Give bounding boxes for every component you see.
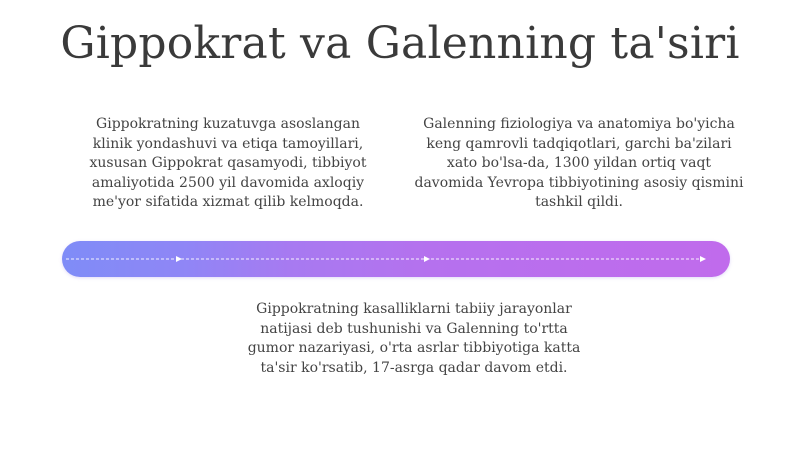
timeline-arrows [62, 241, 730, 277]
slide-title: Gippokrat va Galenning ta'siri [60, 18, 740, 69]
right-paragraph: Galenning fiziologiya va anatomiya bo'yicha keng qamrovli tadqiqotlari, garchi ba'zilari xato bo'lsa-da, 1300 yildan ortiq vaqt davomida Yevropa tibbiyotining asosiy qismini tashkil qildi. [414, 116, 744, 210]
arrow-head-icon [424, 256, 430, 262]
arrow-head-icon [700, 256, 706, 262]
left-paragraph: Gippokratning kuzatuvga asoslangan klinik yondashuvi va etiqa tamoyillari, xususan Gippokrat qasamyodi, tibbiyot amaliyotida 2500 yil davomida axloqiy me'yor sifatida xizmat qilib kelmoqda. [89, 116, 367, 210]
bottom-paragraph: Gippokratning kasalliklarni tabiiy jarayonlar natijasi deb tushunishi va Galenning to'rtta gumor nazariyasi, o'rta asrlar tibbiyotiga katta ta'sir ko'rsatib, 17-asrga qadar davom etdi. [247, 301, 581, 376]
arrow-head-icon [176, 256, 182, 262]
timeline-bar [62, 241, 730, 277]
